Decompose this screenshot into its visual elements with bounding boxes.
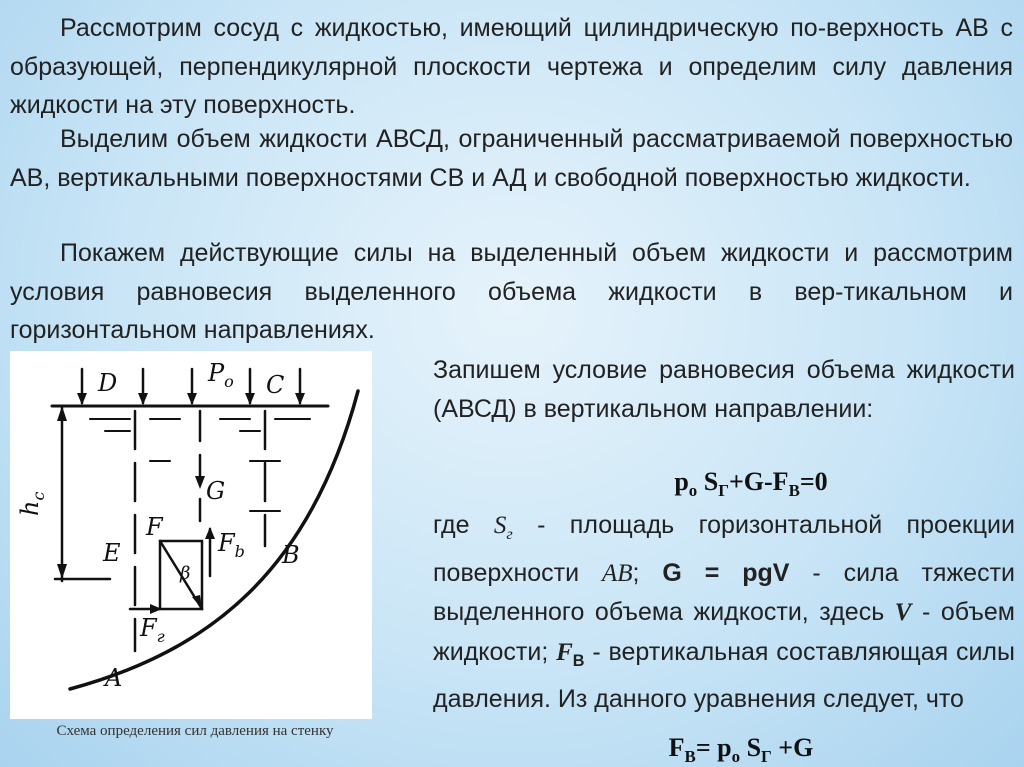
p0-arrowhead [187, 393, 197, 405]
label-c: C [266, 371, 285, 399]
resultant-arrow [192, 595, 202, 609]
label-fr: $F_г$ [140, 614, 165, 646]
forces-text: Покажем действующие силы на выделенный объем жидкости и рассмотрим условия равновесия выделенного объема жидкости в вер-тикальном и горизонтальном направлениях. [10, 239, 1013, 344]
label-p0: $P_o$ [208, 359, 234, 391]
diagram-svg [10, 351, 372, 719]
volume-text: Выделим объем жидкости АВСД, ограниченный рассматриваемой поверхностью АВ, вертикальными поверхностями СВ и АД и свободной поверхностью жидкости. [10, 125, 1013, 192]
p0-arrowhead [77, 393, 87, 405]
figure-caption: Схема определения сил давления на стенку [56, 723, 334, 739]
intro-paragraph [10, 9, 1013, 125]
label-beta: β [180, 563, 191, 584]
label-f: F [146, 513, 163, 541]
result-equation: $F_B= p_o$ $S_Г +G$ [668, 733, 814, 767]
fb-arrowhead [205, 527, 215, 539]
label-a: A [105, 664, 123, 692]
p0-arrowhead [138, 393, 148, 405]
explanation-paragraph: где $S_г$ - площадь горизонтальной проекции поверхности АВ; G = pgV - сила тяжести выделенного объема жидкости, здесь V - объем жидкости; $F_В$ - вертикальная составляющая силы давления. Из данного уравнения следует, что [433, 511, 1015, 713]
forces-paragraph [10, 234, 1013, 350]
volume-paragraph [10, 120, 1013, 197]
label-hc: $h_c$ [16, 491, 48, 516]
p0-arrowhead [295, 393, 305, 405]
label-b: B [282, 541, 300, 569]
label-d: D [98, 369, 118, 397]
label-fb: $F_b$ [218, 529, 245, 561]
pressure-diagram [10, 351, 372, 719]
intro-text: Рассмотрим сосуд с жидкостью, имеющий цилиндрическую по-верхность АВ с образующей, перпендикулярной плоскости чертежа и определим силу давления жидкости на эту поверхность. [10, 14, 1013, 119]
equilibrium-equation: $p_o$ $S_Г+G-F_В=0$ [674, 467, 828, 501]
label-e: E [103, 539, 121, 567]
p0-arrowhead [245, 393, 255, 405]
hc-arrow-bottom [57, 564, 67, 579]
label-g: G [206, 477, 226, 505]
gravity-arrowhead [195, 476, 205, 489]
hc-arrow-top [57, 406, 67, 421]
equilibrium-intro: Запишем условие равновесия объема жидкости (АВСД) в вертикальном направлении: [433, 356, 1015, 423]
